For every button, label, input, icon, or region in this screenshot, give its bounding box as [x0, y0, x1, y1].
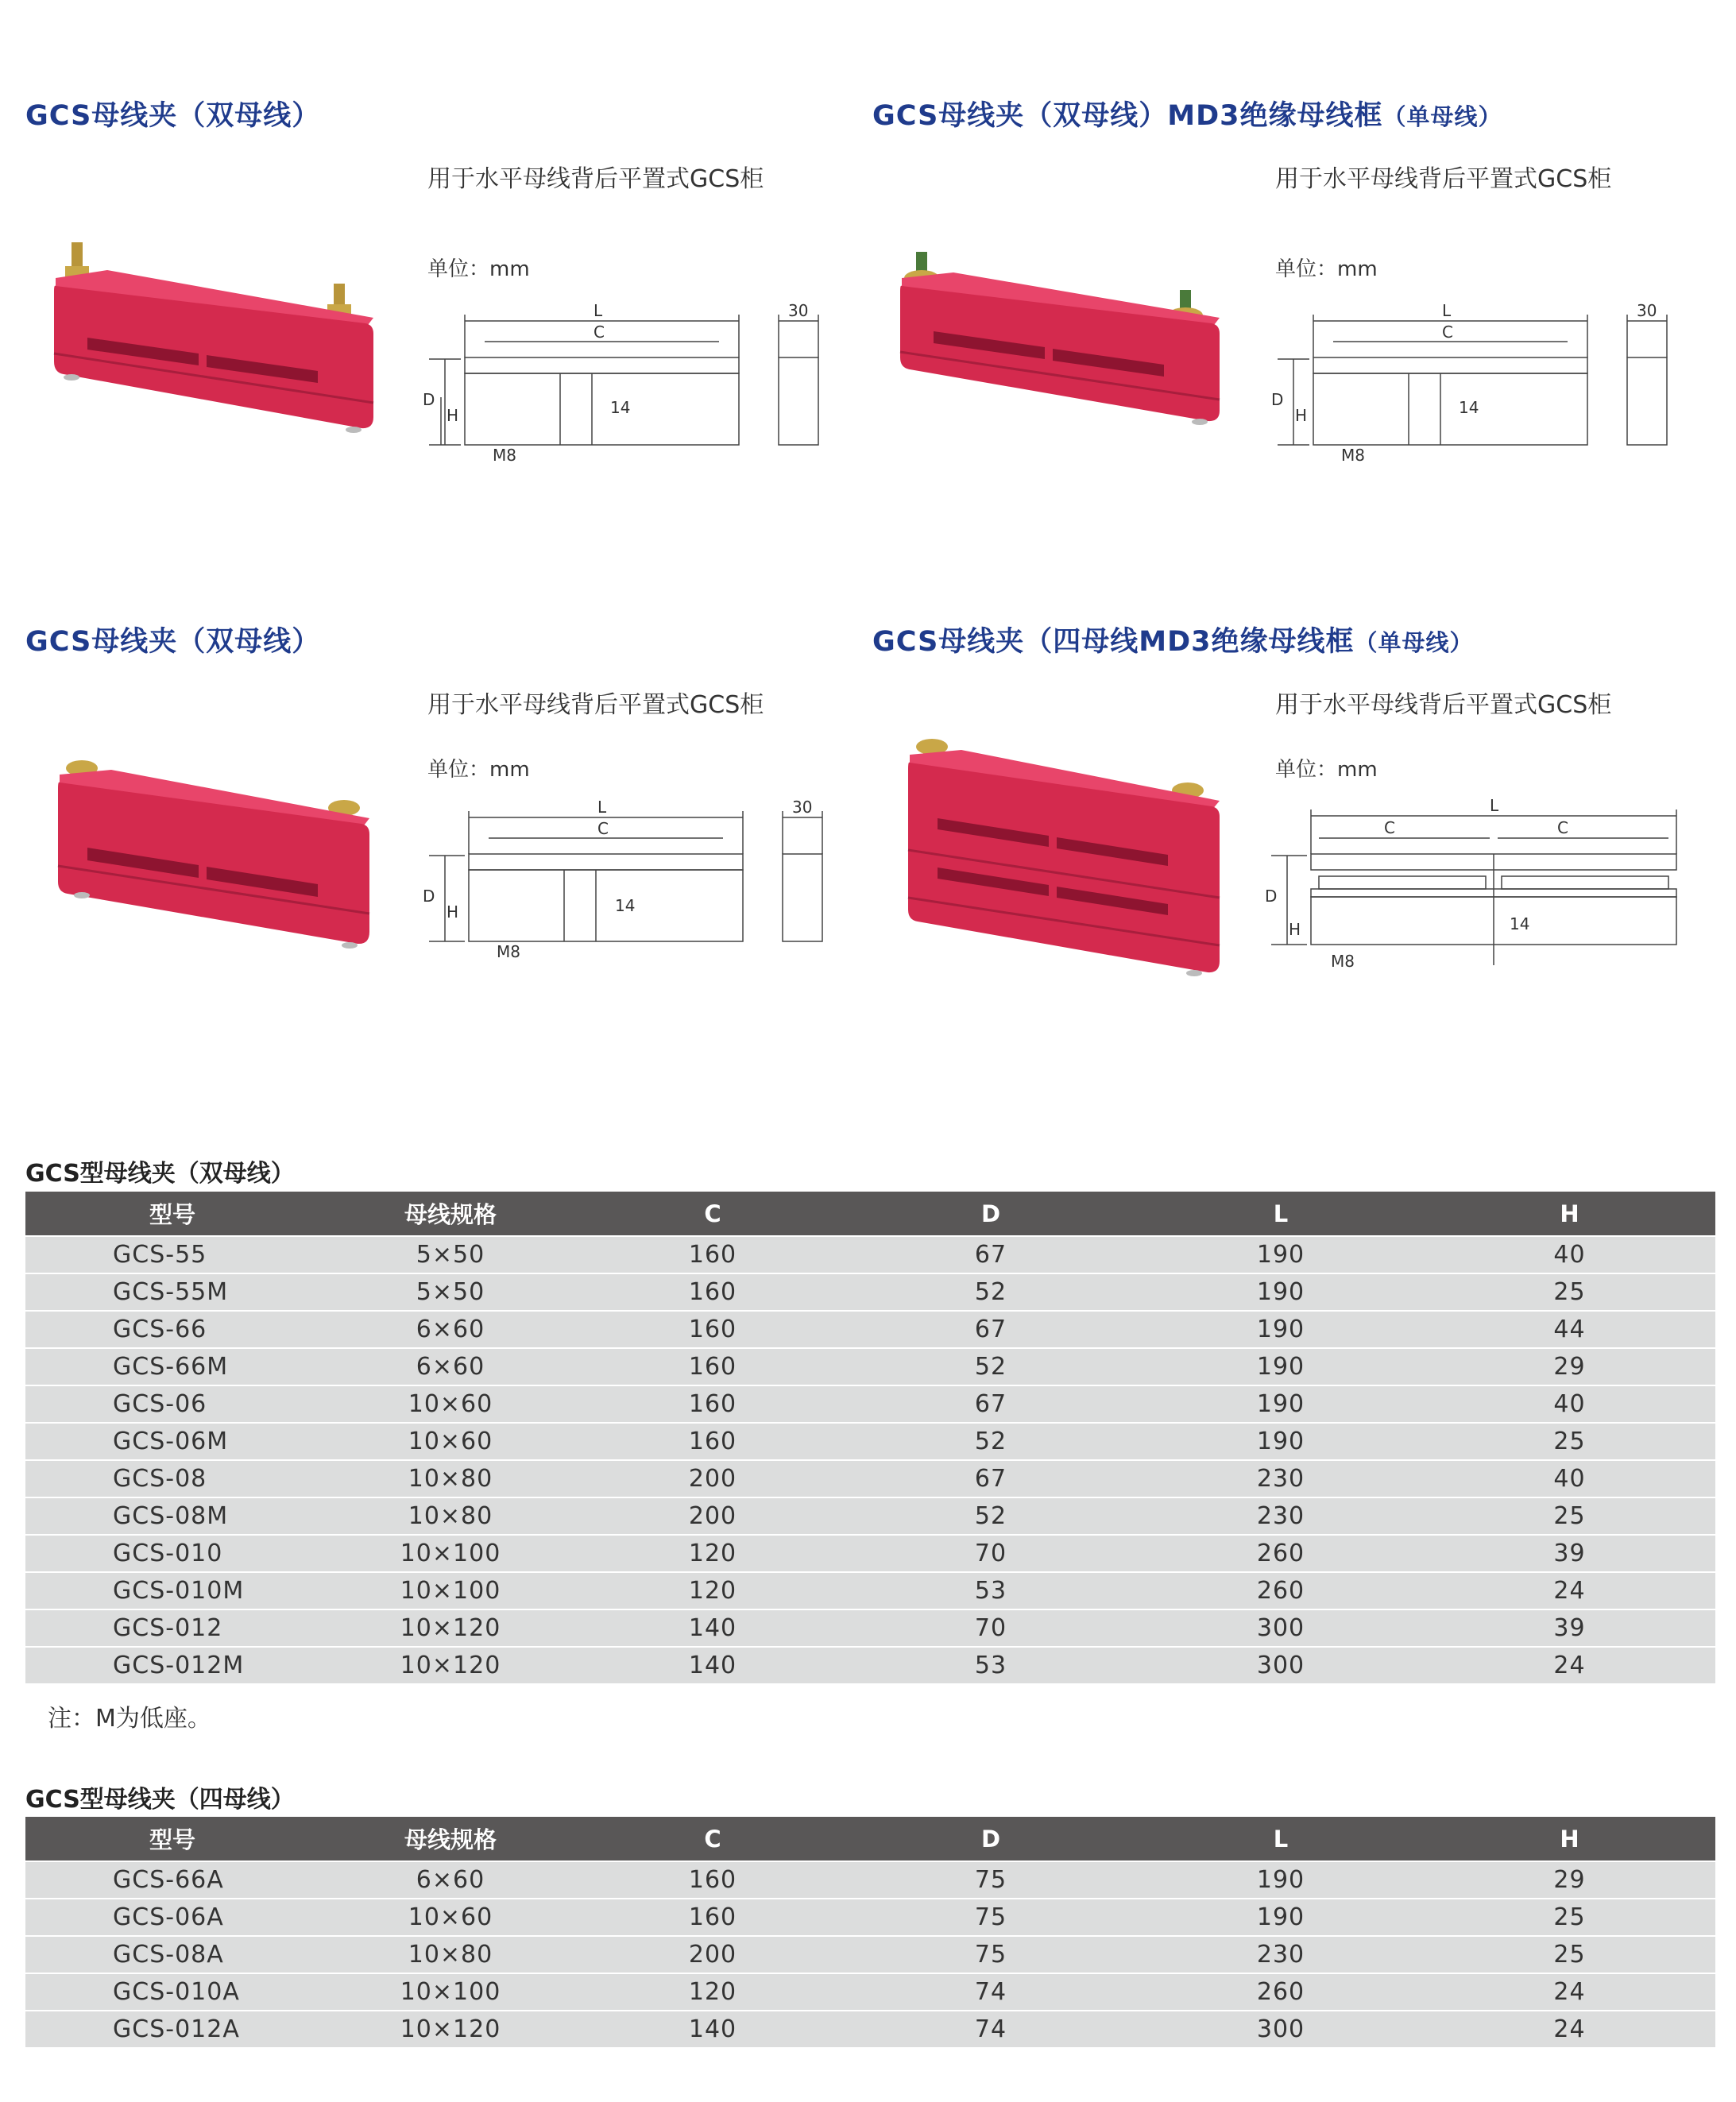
section-1-unit: 单位：mm: [427, 257, 530, 281]
dim-L-label: L: [593, 301, 603, 320]
cell-h: 29: [1424, 1861, 1715, 1899]
cell-d: 75: [844, 1936, 1138, 1973]
cell-l: 190: [1138, 1236, 1424, 1273]
cell-busbar-spec: 10×100: [319, 1572, 582, 1609]
cell-c: 120: [582, 1572, 844, 1609]
dimension-drawing-4: [1265, 796, 1684, 989]
cell-model: GCS-66M: [25, 1348, 319, 1385]
cell-c: 120: [582, 1973, 844, 2011]
dim-bolt-label: M8: [1341, 446, 1365, 465]
cell-model: GCS-06A: [25, 1899, 319, 1936]
table-row: [25, 1236, 1715, 1273]
col-model: 型号: [25, 1817, 319, 1861]
cell-h: 39: [1424, 1535, 1715, 1572]
cell-l: 230: [1138, 1460, 1424, 1497]
cell-model: GCS-010A: [25, 1973, 319, 2011]
cell-d: 52: [844, 1423, 1138, 1460]
dim-L-label: L: [1442, 301, 1452, 320]
section-2-unit: 单位：mm: [1275, 257, 1378, 281]
dim-H-label: H: [1295, 406, 1308, 425]
col-busbar-spec: 母线规格: [319, 1192, 582, 1236]
section-3-desc: 用于水平母线背后平置式GCS柜: [427, 691, 764, 719]
dim-bolt-label: M8: [493, 446, 516, 465]
table-row: [25, 1273, 1715, 1311]
dim-H-label: H: [447, 902, 459, 922]
cell-c: 140: [582, 1647, 844, 1683]
cell-h: 25: [1424, 1423, 1715, 1460]
dim-H-label: H: [447, 406, 459, 425]
cell-d: 52: [844, 1497, 1138, 1535]
dim-bolt-label: M8: [497, 942, 520, 961]
cell-busbar-spec: 10×100: [319, 1535, 582, 1572]
cell-c: 160: [582, 1861, 844, 1899]
dim-L-label: L: [597, 798, 607, 817]
table-row: [25, 1348, 1715, 1385]
cell-model: GCS-55M: [25, 1273, 319, 1311]
cell-h: 40: [1424, 1460, 1715, 1497]
section-4-unit: 单位：mm: [1275, 758, 1378, 782]
dim-width-label: 14: [1459, 398, 1479, 417]
table-row: [25, 1936, 1715, 1973]
cell-c: 140: [582, 1609, 844, 1647]
cell-busbar-spec: 10×80: [319, 1460, 582, 1497]
cell-l: 300: [1138, 2011, 1424, 2047]
cell-h: 40: [1424, 1385, 1715, 1423]
dim-C1-label: C: [1384, 818, 1395, 837]
table-header-row: [25, 1192, 1715, 1236]
cell-c: 160: [582, 1423, 844, 1460]
cell-d: 67: [844, 1311, 1138, 1348]
cell-d: 52: [844, 1348, 1138, 1385]
cell-model: GCS-66: [25, 1311, 319, 1348]
cell-d: 52: [844, 1273, 1138, 1311]
cell-d: 53: [844, 1647, 1138, 1683]
col-l: L: [1138, 1192, 1424, 1236]
section-2-title: GCS母线夹（双母线）MD3绝缘母线框（单母线）: [872, 100, 1502, 132]
cell-model: GCS-012M: [25, 1647, 319, 1683]
cell-h: 29: [1424, 1348, 1715, 1385]
cell-busbar-spec: 10×120: [319, 1609, 582, 1647]
dim-thickness-label: 30: [788, 301, 809, 320]
cell-h: 24: [1424, 2011, 1715, 2047]
cell-h: 24: [1424, 1572, 1715, 1609]
cell-c: 160: [582, 1348, 844, 1385]
table-row: [25, 1460, 1715, 1497]
table-2-title: GCS型母线夹（四母线）: [25, 1786, 295, 1814]
cell-h: 39: [1424, 1609, 1715, 1647]
section-3-unit: 单位：mm: [427, 758, 530, 782]
section-1-desc: 用于水平母线背后平置式GCS柜: [427, 165, 764, 193]
table-row: [25, 1497, 1715, 1535]
cell-busbar-spec: 5×50: [319, 1273, 582, 1311]
section-4-title: GCS母线夹（四母线MD3绝缘母线框（单母线）: [872, 626, 1474, 658]
col-model: 型号: [25, 1192, 319, 1236]
cell-model: GCS-55: [25, 1236, 319, 1273]
table-1-note: 注：M为低座。: [48, 1705, 211, 1733]
dimension-drawing-2: [1271, 301, 1691, 473]
cell-busbar-spec: 10×120: [319, 2011, 582, 2047]
cell-c: 160: [582, 1311, 844, 1348]
cell-busbar-spec: 10×100: [319, 1973, 582, 2011]
table-1-title: GCS型母线夹（双母线）: [25, 1160, 295, 1188]
cell-c: 140: [582, 2011, 844, 2047]
cell-d: 67: [844, 1385, 1138, 1423]
cell-l: 190: [1138, 1311, 1424, 1348]
cell-l: 260: [1138, 1973, 1424, 2011]
section-1-title: GCS母线夹（双母线）: [25, 100, 321, 132]
cell-d: 67: [844, 1460, 1138, 1497]
col-busbar-spec: 母线规格: [319, 1817, 582, 1861]
cell-h: 25: [1424, 1936, 1715, 1973]
cell-h: 25: [1424, 1899, 1715, 1936]
spec-table-double-busbar: [25, 1192, 1715, 1683]
cell-c: 120: [582, 1535, 844, 1572]
spec-table-four-busbar: [25, 1817, 1715, 2047]
table-row: [25, 2011, 1715, 2047]
cell-busbar-spec: 10×80: [319, 1497, 582, 1535]
col-c: C: [582, 1817, 844, 1861]
cell-d: 67: [844, 1236, 1138, 1273]
cell-l: 190: [1138, 1348, 1424, 1385]
cell-c: 160: [582, 1236, 844, 1273]
cell-l: 190: [1138, 1861, 1424, 1899]
cell-model: GCS-010M: [25, 1572, 319, 1609]
cell-l: 190: [1138, 1423, 1424, 1460]
table-row: [25, 1609, 1715, 1647]
table-row: [25, 1647, 1715, 1683]
dim-C-label: C: [1442, 323, 1453, 342]
cell-h: 24: [1424, 1973, 1715, 2011]
busbar-clamp-photo-4: [902, 731, 1228, 985]
cell-d: 75: [844, 1861, 1138, 1899]
cell-l: 190: [1138, 1899, 1424, 1936]
cell-busbar-spec: 6×60: [319, 1348, 582, 1385]
col-d: D: [844, 1817, 1138, 1861]
table-row: [25, 1311, 1715, 1348]
dim-width-label: 14: [610, 398, 631, 417]
dim-width-label: 14: [1510, 914, 1530, 933]
cell-c: 160: [582, 1899, 844, 1936]
cell-busbar-spec: 10×60: [319, 1385, 582, 1423]
cell-l: 300: [1138, 1647, 1424, 1683]
cell-model: GCS-010: [25, 1535, 319, 1572]
section-3-title: GCS母线夹（双母线）: [25, 626, 321, 658]
cell-l: 190: [1138, 1385, 1424, 1423]
cell-model: GCS-08M: [25, 1497, 319, 1535]
cell-c: 200: [582, 1460, 844, 1497]
cell-l: 230: [1138, 1936, 1424, 1973]
cell-busbar-spec: 10×120: [319, 1647, 582, 1683]
dim-C-label: C: [597, 819, 609, 838]
cell-h: 25: [1424, 1273, 1715, 1311]
dim-thickness-label: 30: [1637, 301, 1657, 320]
cell-model: GCS-08: [25, 1460, 319, 1497]
dim-L-label: L: [1490, 796, 1499, 815]
section-2-desc: 用于水平母线背后平置式GCS柜: [1275, 165, 1612, 193]
cell-model: GCS-66A: [25, 1861, 319, 1899]
col-h: H: [1424, 1192, 1715, 1236]
dim-D-label: D: [423, 390, 435, 409]
cell-c: 200: [582, 1936, 844, 1973]
cell-busbar-spec: 10×60: [319, 1423, 582, 1460]
cell-d: 53: [844, 1572, 1138, 1609]
cell-d: 70: [844, 1609, 1138, 1647]
busbar-clamp-photo-1: [48, 234, 381, 441]
cell-busbar-spec: 5×50: [319, 1236, 582, 1273]
dim-thickness-label: 30: [792, 798, 813, 817]
table-row: [25, 1535, 1715, 1572]
dim-D-label: D: [1271, 390, 1284, 409]
cell-h: 44: [1424, 1311, 1715, 1348]
table-row: [25, 1385, 1715, 1423]
dim-bolt-label: M8: [1331, 952, 1355, 971]
table-header-row: [25, 1817, 1715, 1861]
cell-d: 75: [844, 1899, 1138, 1936]
cell-busbar-spec: 6×60: [319, 1311, 582, 1348]
table-row: [25, 1899, 1715, 1936]
cell-model: GCS-08A: [25, 1936, 319, 1973]
cell-l: 260: [1138, 1572, 1424, 1609]
cell-l: 300: [1138, 1609, 1424, 1647]
col-l: L: [1138, 1817, 1424, 1861]
table-row: [25, 1572, 1715, 1609]
cell-busbar-spec: 10×60: [319, 1899, 582, 1936]
cell-h: 24: [1424, 1647, 1715, 1683]
section-4-desc: 用于水平母线背后平置式GCS柜: [1275, 691, 1612, 719]
cell-model: GCS-06M: [25, 1423, 319, 1460]
dim-D-label: D: [1265, 887, 1278, 906]
dim-H-label: H: [1289, 920, 1301, 939]
col-d: D: [844, 1192, 1138, 1236]
cell-model: GCS-012A: [25, 2011, 319, 2047]
cell-l: 190: [1138, 1273, 1424, 1311]
cell-busbar-spec: 10×80: [319, 1936, 582, 1973]
busbar-clamp-photo-3: [52, 751, 377, 957]
cell-l: 260: [1138, 1535, 1424, 1572]
cell-c: 200: [582, 1497, 844, 1535]
cell-h: 40: [1424, 1236, 1715, 1273]
cell-d: 74: [844, 1973, 1138, 2011]
table-row: [25, 1973, 1715, 2011]
table-row: [25, 1861, 1715, 1899]
dim-width-label: 14: [615, 896, 636, 915]
table-row: [25, 1423, 1715, 1460]
cell-busbar-spec: 6×60: [319, 1861, 582, 1899]
cell-c: 160: [582, 1273, 844, 1311]
cell-model: GCS-012: [25, 1609, 319, 1647]
cell-d: 74: [844, 2011, 1138, 2047]
cell-l: 230: [1138, 1497, 1424, 1535]
dim-C-label: C: [593, 323, 605, 342]
dimension-drawing-3: [423, 798, 842, 969]
cell-h: 25: [1424, 1497, 1715, 1535]
dim-C2-label: C: [1557, 818, 1568, 837]
col-h: H: [1424, 1817, 1715, 1861]
dim-D-label: D: [423, 887, 435, 906]
busbar-clamp-photo-2: [894, 242, 1228, 433]
cell-d: 70: [844, 1535, 1138, 1572]
cell-model: GCS-06: [25, 1385, 319, 1423]
cell-c: 160: [582, 1385, 844, 1423]
col-c: C: [582, 1192, 844, 1236]
dimension-drawing-1: [423, 301, 842, 473]
